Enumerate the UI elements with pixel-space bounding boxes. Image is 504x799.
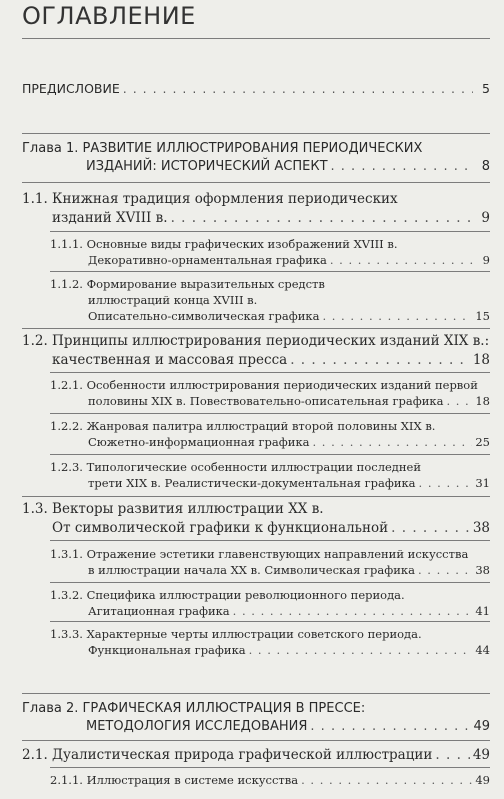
entry-label-cont: Описательно-символическая графика	[88, 309, 320, 323]
entry-label: ПРЕДИСЛОВИЕ	[22, 81, 120, 96]
divider	[50, 231, 490, 232]
entry-label: 1.3.1. Отражение эстетики главенствующих направлений искусства	[50, 547, 469, 561]
divider	[22, 693, 490, 694]
toc-entry-1-3-3	[50, 626, 490, 658]
entry-label-cont: От символической графики к функциональной	[52, 520, 389, 536]
toc-entry-1-2-2	[50, 418, 490, 450]
entry-label-cont: изданий XVIII в.	[52, 210, 168, 226]
toc-entry-preface	[22, 81, 490, 97]
entry-label-cont: МЕТОДОЛОГИЯ ИССЛЕДОВАНИЯ	[86, 719, 308, 734]
entry-label: 1.1.2. Формирование выразительных средств	[50, 277, 325, 291]
entry-page: 44	[475, 643, 490, 657]
entry-label-cont: иллюстраций конца XVIII в.	[88, 293, 258, 307]
entry-page: 49	[475, 773, 490, 787]
entry-label: 1.1. Книжная традиция оформления периодических	[22, 191, 398, 207]
entry-page: 49	[473, 719, 490, 734]
divider	[50, 767, 490, 768]
divider	[50, 454, 490, 455]
divider	[22, 38, 490, 39]
entry-page: 38	[475, 563, 490, 577]
entry-page: 31	[475, 476, 490, 490]
divider	[22, 182, 490, 183]
entry-label-cont: в иллюстрации начала XX в. Символическая графика	[88, 563, 415, 577]
entry-page: 38	[472, 520, 490, 536]
entry-label: 1.1.1. Основные виды графических изображений XVIII в.	[50, 237, 398, 251]
toc-entry-1-2-3	[50, 459, 490, 491]
entry-label: 1.2. Принципы иллюстрирования периодических изданий XIX в.:	[22, 333, 490, 349]
entry-page: 9	[481, 210, 490, 226]
toc-entry-1-2-1	[50, 377, 490, 409]
entry-page: 18	[472, 352, 490, 368]
entry-label-cont: ИЗДАНИЙ: ИСТОРИЧЕСКИЙ АСПЕКТ	[86, 159, 328, 174]
entry-page: 25	[475, 435, 490, 449]
divider	[50, 540, 490, 541]
toc-entry-1-1-2	[50, 276, 490, 324]
entry-label-cont: качественная и массовая пресса	[52, 352, 288, 368]
divider	[50, 413, 490, 414]
divider	[50, 372, 490, 373]
entry-label-cont: Функциональная графика	[88, 643, 246, 657]
divider	[22, 133, 490, 134]
toc-entry-chapter-1	[22, 140, 490, 176]
entry-label: 1.2.1. Особенности иллюстрирования периодических изданий первой	[50, 378, 478, 392]
entry-label: 1.3.3. Характерные черты иллюстрации советского периода.	[50, 627, 422, 641]
toc-entry-2-1	[22, 746, 490, 765]
divider	[50, 271, 490, 272]
entry-label-cont: Агитационная графика	[88, 604, 230, 618]
entry-label: 1.3. Векторы развития иллюстрации XX в.	[22, 501, 324, 517]
toc-entry-1-1	[22, 190, 490, 228]
toc-entry-2-1-1	[50, 772, 490, 788]
entry-label-cont: половины XIX в. Повествовательно-описательная графика	[88, 394, 444, 408]
entry-label-cont: трети XIX в. Реалистически-документальная графика	[88, 476, 416, 490]
toc-entry-1-1-1	[50, 236, 490, 268]
toc-entry-1-3-2	[50, 587, 490, 619]
entry-label: 2.1. Дуалистическая природа графической иллюстрации	[22, 747, 433, 763]
entry-label: 1.3.2. Специфика иллюстрации революционного периода.	[50, 588, 405, 602]
entry-label: Глава 1. РАЗВИТИЕ ИЛЛЮСТРИРОВАНИЯ ПЕРИОДИЧЕСКИХ	[22, 141, 423, 156]
entry-label: Глава 2. ГРАФИЧЕСКАЯ ИЛЛЮСТРАЦИЯ В ПРЕССЕ:	[22, 701, 366, 716]
toc-entry-1-3	[22, 500, 490, 538]
toc-entry-1-2	[22, 332, 490, 370]
toc-entry-chapter-2	[22, 700, 490, 736]
divider	[22, 328, 490, 329]
entry-page: 41	[475, 604, 490, 618]
entry-label-cont: Сюжетно-информационная графика	[88, 435, 310, 449]
divider	[22, 740, 490, 741]
entry-page: 15	[475, 309, 490, 323]
entry-page: 8	[481, 159, 490, 174]
entry-label-cont: Декоративно-орнаментальная графика	[88, 253, 327, 267]
entry-label: 1.2.3. Типологические особенности иллюстрации последней	[50, 460, 422, 474]
page-title: ОГЛАВЛЕНИЕ	[22, 2, 196, 30]
entry-label: 2.1.1. Иллюстрация в системе искусства	[50, 773, 299, 787]
entry-page: 18	[475, 394, 490, 408]
toc-entry-1-3-1	[50, 546, 490, 578]
divider	[50, 621, 490, 622]
entry-page: 5	[482, 81, 490, 96]
entry-page: 49	[472, 747, 490, 763]
entry-label: 1.2.2. Жанровая палитра иллюстраций второй половины XIX в.	[50, 419, 436, 433]
divider	[22, 496, 490, 497]
divider	[50, 582, 490, 583]
entry-page: 9	[482, 253, 490, 267]
